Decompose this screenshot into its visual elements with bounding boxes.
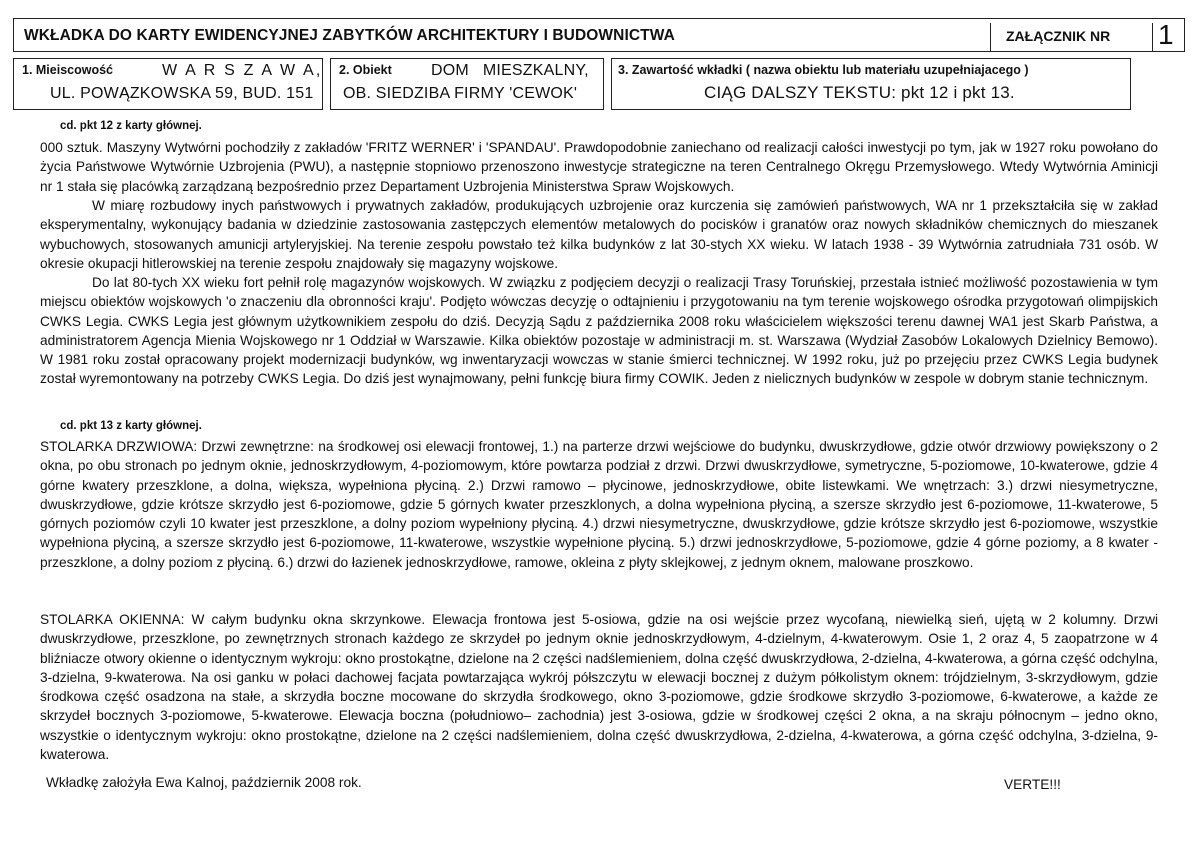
section-13-paragraph-2: STOLARKA OKIENNA: W całym budynku okna skrzynkowe. Elewacja frontowa jest 5-osiowa, gdzie na osi wejście przez wycofaną, niewielką sień, ujętą w 2 kolumny. Drzwi dwuskrzydłowe, przeszklone, po zewnętrznych stronach każdego ze skrzydeł po jednym oknie jednoskrzydłowym, 4-dzielnym, 4-kwaterowym. Osie 1, 2 oraz 4, 5 zaopatrzone w 4 bliźniacze otwory okienne o identycznym wykroju: okno prostokątne, dzielone na 2 części nadślemieniem, dolna część dwuskrzydłowa, 2-dzielna, 4-kwaterowa, a górna część odchylna, 3-dzielna, 9-kwaterowa. Na osi ganku w połaci dachowej facjata powtarzająca wykrój półszczytu w elewacji bocznej z dużym półkolistym oknem: trójdzielnym, 3-skrzydłowym, gdzie środkowa część osadzona na stałe, a skrzydła boczne mocowane do skrzydła środkowego, okno 3-poziomowe, gdzie środkowe skrzydło 3-poziomowe, 6-kwaterowe, a każde ze skrzydeł bocznych 3-poziomowe, 5-kwaterowe. Elewacja boczna (południowo– zachodnia) jest 3-osiowa, gdzie w środkowej części 2 okna, a na skraju północnym – jedno okno, wszystkie o identycznym wykroju: okno prostokątne, dzielone na 2 części nadślemieniem, dolna część dwuskrzydłowa, 2-dzielna, 4-kwaterowa, a górna część odchylna, 3-dzielna, 9-kwaterowa. xyxy=(40,612,1158,763)
section-13-heading: cd. pkt 13 z karty głównej. xyxy=(60,420,202,432)
section-12-paragraph-2: W miarę rozbudowy inych państwowych i prywatnych zakładów, produkujących uzbrojenie oraz kurczenia się zamówień państwowych, WA nr 1 przekształciła się w zakład eksperymentalny, wykonujący badania w dziedzinie zastosowania zastępczych elementów metalowych do pocisków i granatów oraz nowych składników chemicznych do mieszanek wybuchowych, stosowanych amunicji artyleryjskiej. Na terenie zespołu powstało też kilka budynków z lat 30-stych XX wieku. W latach 1938 - 39 Wytwórnia zatrudniała 731 osób. W okresie okupacji hitlerowskiej na terenie zespołu znajdowały się magazyny wojskowe. xyxy=(40,198,1158,271)
locality-field xyxy=(13,58,323,110)
section-12-heading: cd. pkt 12 z karty głównej. xyxy=(60,120,202,132)
header-divider xyxy=(990,23,991,51)
locality-value-line2: UL. POWĄZKOWSKA 59, BUD. 151 xyxy=(50,85,314,102)
object-field xyxy=(330,58,604,110)
section-12-paragraph-3: Do lat 80-tych XX wieku fort pełnił rolę magazynów wojskowych. W związku z podjęciem decyzji o realizacji Trasy Toruńskiej, przestała istnieć możliwość pozostawienia w tym miejscu obiektów wojskowych 'o znaczeniu dla obronności kraju'. Podjęto wówczas decyzję o odtajnieniu i przygotowaniu na tym terenie wojskowego ośrodka przygotowań olimpijskich CWKS Legia. CWKS Legia jest głównym użytkownikiem zespołu do dziś. Decyzją Sądu z października 2008 roku właścicielem większości terenu dawnej WA1 jest Skarb Państwa, a administratorem Agencja Mienia Wojskowego nr 1 Oddział w Warszawie. Kilka obiektów pozostaje w administracji m. st. Warszawa (Wydział Zasobów Lokalowych Dzielnicy Bemowo). W 1981 roku został opracowany projekt modernizacji budynków, wg inwentaryzacji wowczas w stanie śmierci technicznej. W 1992 roku, już po przejęciu przez CWKS Legia budynek został wyremontowany na potrzeby CWKS Legia. Do dziś jest wynajmowany, pełni funkcję biura firmy COWIK. Jeden z nielicznych budynków w zespole w dobrym stanie technicznym. xyxy=(40,275,1158,387)
object-value-line1: DOM MIESZKALNY, xyxy=(431,62,589,79)
object-label: 2. Obiekt xyxy=(339,63,392,77)
document-header xyxy=(13,18,1185,52)
attachment-divider xyxy=(1152,23,1153,51)
content-field xyxy=(611,58,1131,110)
content-value: CIĄG DALSZY TEKSTU: pkt 12 i pkt 13. xyxy=(704,83,1015,102)
section-12-paragraph-1: 000 sztuk. Maszyny Wytwórni pochodziły z zakładów 'FRITZ WERNER' i 'SPANDAU'. Prawdopodobnie zaniechano od realizacji całości inwestycji po tym, jak w 1927 roku powołano do życia Państwowe Wytwórnie Uzbrojenia (PWU), a następnie stopniowo przenoszono inwestycje strategiczne na teren Centralnego Okręgu Przemysłowego. Wtedy Wytwórnia Aminicji nr 1 stała się placówką zarządzaną bezpośrednio przez Departament Uzbrojenia Ministerstwa Spraw Wojskowych. xyxy=(40,140,1158,194)
document-title: WKŁADKA DO KARTY EWIDENCYJNEJ ZABYTKÓW ARCHITEKTURY I BUDOWNICTWA xyxy=(24,27,675,44)
locality-label: 1. Mieiscowość xyxy=(22,63,114,77)
verte-note: VERTE!!! xyxy=(1004,777,1061,792)
locality-value-line1: W A R S Z A W A, xyxy=(162,62,323,79)
attachment-number: 1 xyxy=(1158,19,1174,50)
content-label: 3. Zawartość wkładki ( nazwa obiektu lub materiału uzupełniajacego ) xyxy=(618,63,1029,77)
section-13-paragraph-1: STOLARKA DRZWIOWA: Drzwi zewnętrzne: na środkowej osi elewacji frontowej, 1.) na parterze drzwi wejściowe do budynku, dwuskrzydłowe, gdzie otwór drzwiowy powiększony o 2 okna, po obu stronach po jednym oknie, jednoskrzydłowym, 4-poziomowym, które powtarza podział z drzwi. Drzwi dwuskrzydłowe, symetryczne, 5-poziomowe, 10-kwaterowe, gdzie 4 górne kwatery przeszklone, a dolna, większa, wypełniona płyciną. 2.) Drzwi ramowo – płycinowe, jednoskrzydłowe, obite listewkami. We wnętrzach: 3.) drzwi niesymetryczne, dwuskrzydłowe, gdzie krótsze skrzydło jest 6-poziomowe, gdzie 5 górnych kwater przeszklonych, a dolna wypełniona płyciną, a szersze skrzydło jest 6-poziomowe, 11-kwaterowe, 5 górnych poziomów czyli 10 kwater jest przeszklone, a dolny poziom wypełniony płyciną. 4.) drzwi niesymetryczne, dwuskrzydłowe, gdzie krótsze skrzydło jest 6-poziomowe, wszystkie wypełniona płyciną, a szersze skrzydło jest 6-poziomowe, 11-kwaterowe, wszystkie wypełnione płyciną. 5.) drzwi jednoskrzydłowe, 5-poziomowe, gdzie 4 górne poziomy, a 8 kwater - przeszklone, a dolny poziom z płyciną. 6.) drzwi do łazienek jednoskrzydłowe, ramowe, okleina z płyty sklejkowej, z jednym oknem, malowane proszkowo. xyxy=(40,439,1158,570)
attachment-label: ZAŁĄCZNIK NR xyxy=(1006,28,1111,44)
author-note: Wkładkę założyła Ewa Kalnoj, październik 2008 rok. xyxy=(46,775,362,790)
object-value-line2: OB. SIEDZIBA FIRMY 'CEWOK' xyxy=(343,85,578,102)
